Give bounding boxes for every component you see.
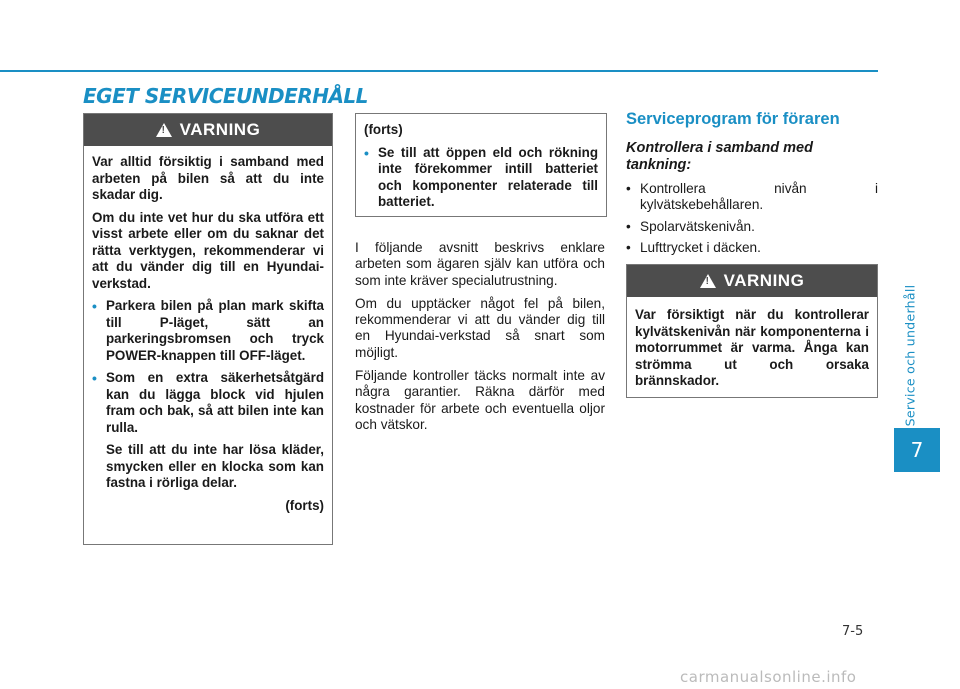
- intro-text: [355, 240, 605, 440]
- service-program-heading: Serviceprogram för föraren: [626, 110, 840, 128]
- intro-paragraph: Följande kontroller täcks normalt inte av några garantier. Räkna därför med kostnader för arbete och eventuella oljor och vätskor.: [355, 368, 605, 432]
- warning-sub-paragraph: Se till att du inte har lösa kläder, smycken eller en klocka som kan fastna i rörliga delar.: [106, 442, 324, 490]
- continued-label: (forts): [364, 122, 403, 137]
- section-title: EGET SERVICEUNDERHÅLL: [83, 84, 368, 108]
- warning-bullet-list: [92, 298, 324, 436]
- intro-paragraph: I följande avsnitt beskrivs enklare arbeten som ägaren själv kan utföra och som inte kräver specialutrustning.: [355, 240, 605, 288]
- bullet-text: Se till att öppen eld och rökning inte förekommer intill batteriet och komponenter relaterade till batteriet.: [378, 144, 598, 209]
- service-program-section: [626, 110, 878, 261]
- warning-bullet-list: [364, 145, 598, 211]
- warning-body: [627, 297, 877, 404]
- bullet-text: Som en extra säkerhetsåtgärd kan du lägga block vid hjulen fram och bak, så att bilen inte kan rulla.: [106, 370, 324, 435]
- checklist-item-text: Kontrollera nivån i: [640, 181, 878, 196]
- warning-paragraph: Var försiktigt när du kontrollerar kylvätskenivån när komponenterna i motorrummet är varma. Ånga kan strömma ut och orsaka brännskador.: [635, 307, 869, 388]
- warning-header-label: VARNING: [723, 271, 805, 290]
- warning-paragraph: Om du inte vet hur du ska utföra ett visst arbete eller om du saknar det rätta verktygen, rekommenderar vi att du vänder dig till en Hyundai-verkstad.: [92, 209, 324, 291]
- bullet-text: Parkera bilen på plan mark skifta till P-läget, sätt an parkeringsbromsen och tryck POWER-knappen till OFF-läget.: [106, 298, 324, 363]
- top-rule: [0, 70, 878, 72]
- bullet-dot-icon: •: [364, 144, 369, 161]
- checklist-item: • Lufttrycket i däcken.: [626, 240, 878, 256]
- service-program-subheading: Kontrollera i samband med tankning:: [626, 140, 813, 173]
- warning-triangle-icon: [700, 274, 716, 288]
- bullet-dot-icon: •: [92, 298, 97, 314]
- page-number: 7-5: [842, 624, 864, 639]
- chapter-tab: 7: [894, 428, 940, 472]
- warning-header: [84, 114, 332, 146]
- chapter-side-label: [897, 285, 923, 425]
- checklist-item-text: kylvätskebehållaren.: [640, 197, 764, 213]
- checklist-item: [626, 181, 878, 214]
- warning-box-continued: [355, 113, 607, 217]
- warning-bullet-item: [92, 370, 324, 436]
- warning-paragraph: Var alltid försiktig i samband med arbeten på bilen så att du inte skadar dig.: [92, 154, 324, 202]
- checklist-item: • Spolarvätskenivån.: [626, 219, 878, 235]
- warning-header: [627, 265, 877, 297]
- chapter-side-label-text: Service och underhåll: [902, 284, 918, 426]
- warning-box-left: [83, 113, 333, 545]
- checklist: [626, 181, 878, 256]
- warning-bullet-item: [92, 298, 324, 364]
- watermark: carmanualsonline.info: [680, 668, 857, 686]
- warning-bullet-item: [364, 145, 598, 211]
- warning-header-label: VARNING: [179, 120, 261, 139]
- bullet-dot-icon: •: [92, 370, 97, 386]
- warning-triangle-icon: [156, 123, 172, 137]
- continued-label: (forts): [285, 497, 324, 513]
- warning-body: [84, 146, 332, 522]
- warning-box-right: [626, 264, 878, 398]
- intro-paragraph: Om du upptäcker något fel på bilen, rekommenderar vi att du vänder dig till en Hyundai-verkstad så snart som möjligt.: [355, 295, 605, 360]
- warning-body: [356, 114, 606, 225]
